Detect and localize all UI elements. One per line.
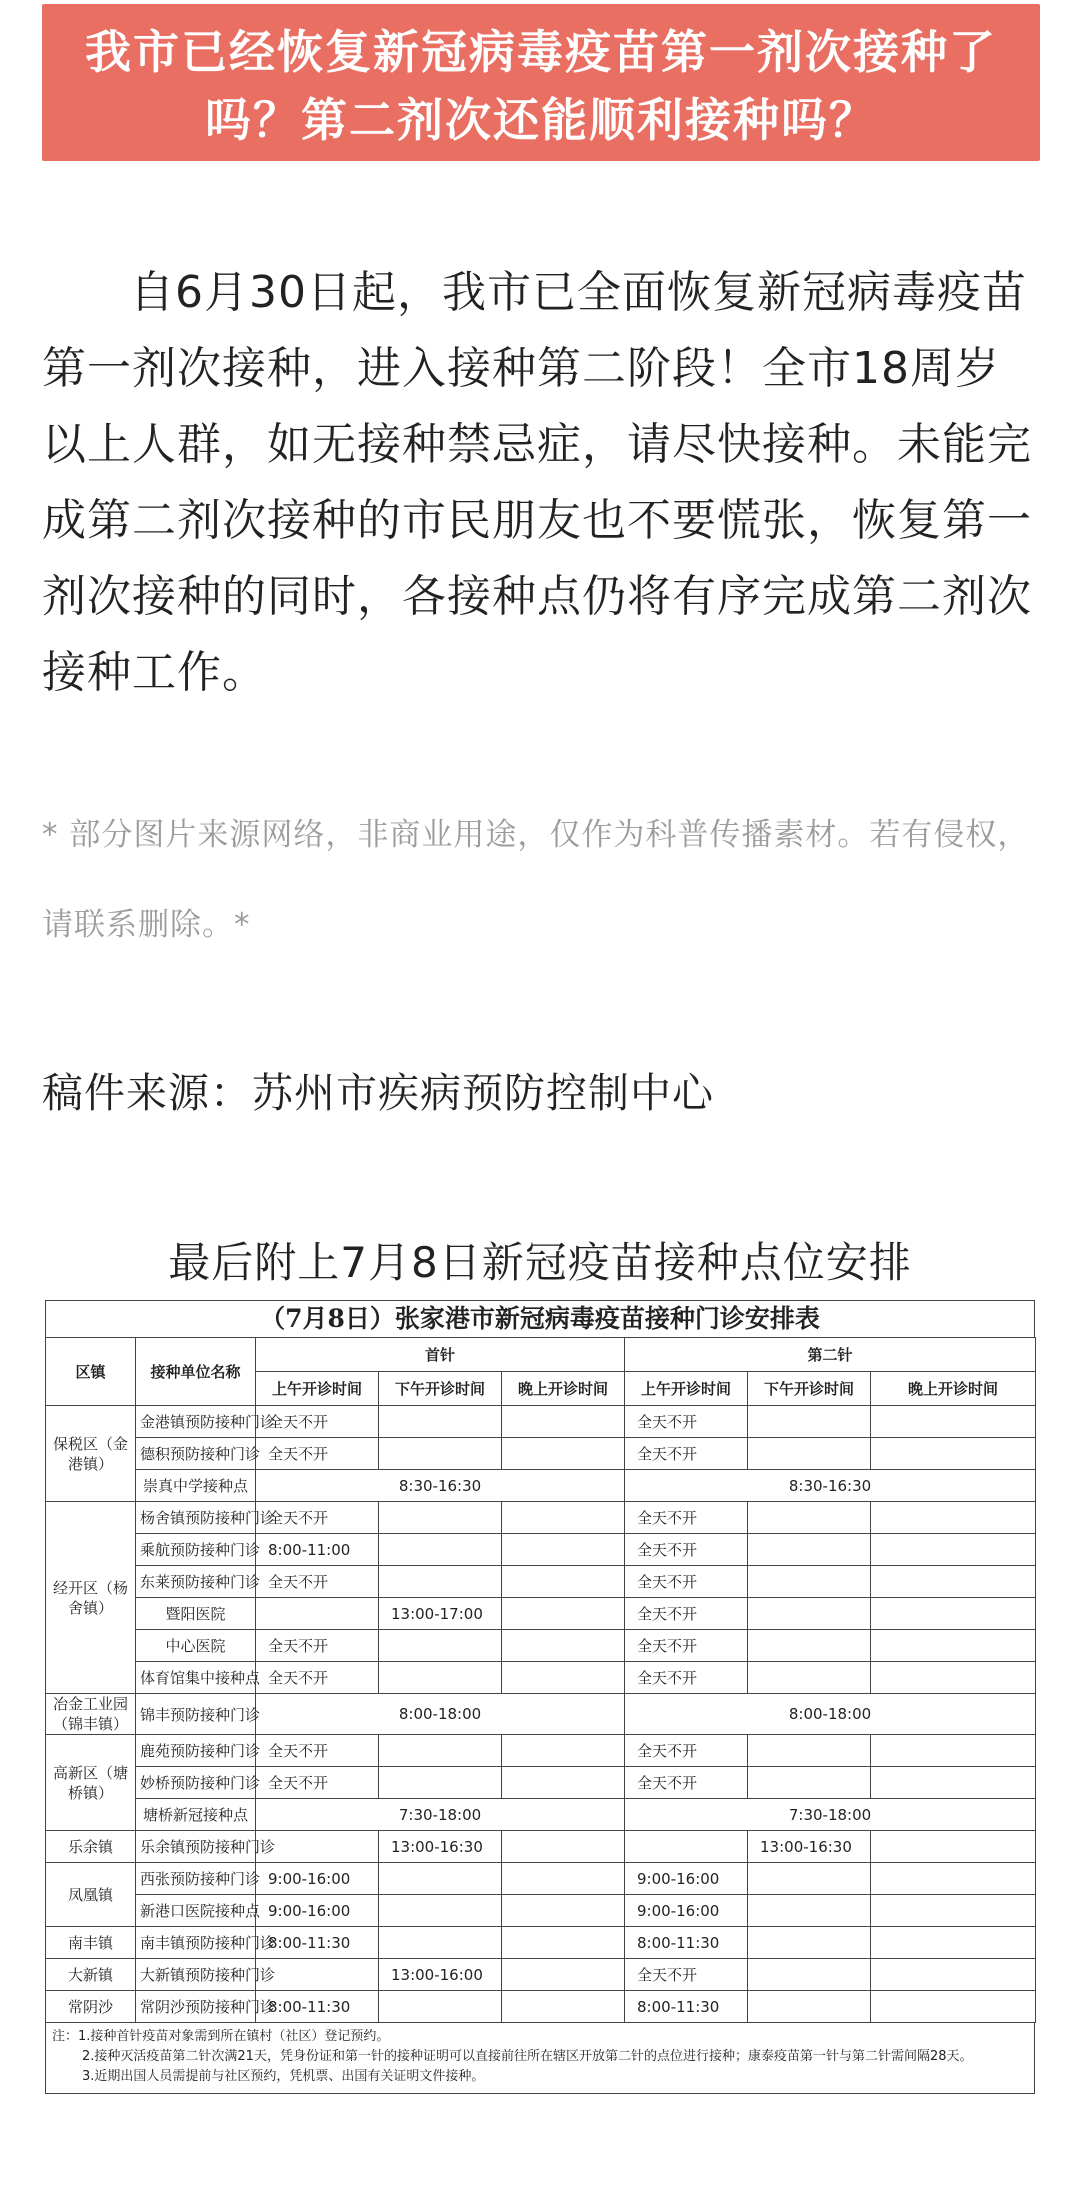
time-span-cell: 8:00-18:00	[256, 1694, 625, 1735]
district-cell: 乐余镇	[46, 1831, 136, 1863]
time-cell: 全天不开	[625, 1959, 748, 1991]
time-cell	[871, 1831, 1036, 1863]
time-span-cell: 8:30-16:30	[625, 1470, 1036, 1502]
table-row	[46, 1630, 1036, 1662]
time-cell	[502, 1959, 625, 1991]
time-cell	[871, 1438, 1036, 1470]
time-cell	[871, 1630, 1036, 1662]
time-cell	[748, 1566, 871, 1598]
time-cell	[748, 1438, 871, 1470]
schedule-body	[46, 1406, 1036, 2023]
table-row	[46, 1406, 1036, 1438]
unit-cell: 金港镇预防接种门诊	[136, 1406, 256, 1438]
district-cell: 经开区（杨舍镇）	[46, 1502, 136, 1694]
district-cell: 凤凰镇	[46, 1863, 136, 1927]
district-cell: 高新区（塘桥镇）	[46, 1735, 136, 1831]
time-cell	[871, 1566, 1036, 1598]
time-cell: 13:00-16:30	[748, 1831, 871, 1863]
table-row	[46, 1438, 1036, 1470]
copyright-note: * 部分图片来源网络，非商业用途，仅作为科普传播素材。若有侵权，请联系删除。*	[42, 817, 1030, 943]
schedule-title: （7月8日）张家港市新冠病毒疫苗接种门诊安排表	[45, 1300, 1035, 1337]
table-row	[46, 1991, 1036, 2023]
time-cell	[502, 1767, 625, 1799]
time-cell: 全天不开	[625, 1502, 748, 1534]
time-cell: 9:00-16:00	[256, 1863, 379, 1895]
time-cell	[871, 1959, 1036, 1991]
time-cell	[871, 1767, 1036, 1799]
time-cell	[502, 1863, 625, 1895]
time-cell	[748, 1991, 871, 2023]
table-row	[46, 1566, 1036, 1598]
time-cell	[379, 1767, 502, 1799]
time-cell	[379, 1991, 502, 2023]
time-cell	[502, 1598, 625, 1630]
note-line: 注：1.接种首针疫苗对象需到所在镇村（社区）登记预约。	[52, 2029, 390, 2044]
header-am: 上午开诊时间	[625, 1372, 748, 1406]
table-row	[46, 1534, 1036, 1566]
header-row	[46, 1338, 1036, 1372]
time-cell: 8:00-11:30	[256, 1991, 379, 2023]
time-cell: 8:00-11:30	[256, 1927, 379, 1959]
time-cell	[502, 1534, 625, 1566]
unit-cell: 乘航预防接种门诊	[136, 1534, 256, 1566]
time-span-cell: 8:30-16:30	[256, 1470, 625, 1502]
time-cell	[748, 1662, 871, 1694]
time-cell	[748, 1630, 871, 1662]
time-cell: 9:00-16:00	[256, 1895, 379, 1927]
table-row	[46, 1895, 1036, 1927]
note-line: 2.接种灭活疫苗第二针次满21天，凭身份证和第一针的接种证明可以直接前往所在辖区开放第二针的点位进行接种；康泰疫苗第一针与第二针需间隔28天。	[82, 2049, 973, 2064]
time-cell	[748, 1895, 871, 1927]
district-cell: 南丰镇	[46, 1927, 136, 1959]
unit-cell: 东莱预防接种门诊	[136, 1566, 256, 1598]
unit-cell: 西张预防接种门诊	[136, 1863, 256, 1895]
header-unit: 接种单位名称	[136, 1338, 256, 1406]
time-cell	[871, 1863, 1036, 1895]
header-district: 区镇	[46, 1338, 136, 1406]
table-row	[46, 1502, 1036, 1534]
time-cell	[379, 1895, 502, 1927]
time-cell	[871, 1406, 1036, 1438]
time-cell	[748, 1598, 871, 1630]
time-cell: 全天不开	[625, 1630, 748, 1662]
time-cell	[502, 1735, 625, 1767]
header-eve: 晚上开诊时间	[871, 1372, 1036, 1406]
schedule-image	[45, 1300, 1035, 2094]
header-am: 上午开诊时间	[256, 1372, 379, 1406]
time-span-cell: 8:00-18:00	[625, 1694, 1036, 1735]
unit-cell: 体育馆集中接种点	[136, 1662, 256, 1694]
time-cell	[871, 1735, 1036, 1767]
time-cell: 全天不开	[625, 1767, 748, 1799]
time-cell	[379, 1566, 502, 1598]
district-cell: 冶金工业园（锦丰镇）	[46, 1694, 136, 1735]
time-cell	[379, 1406, 502, 1438]
article-body	[42, 255, 1040, 711]
time-cell: 13:00-17:00	[379, 1598, 502, 1630]
time-cell	[748, 1927, 871, 1959]
header-dose2: 第二针	[625, 1338, 1036, 1372]
time-cell	[256, 1598, 379, 1630]
time-cell: 全天不开	[625, 1438, 748, 1470]
time-cell: 9:00-16:00	[625, 1863, 748, 1895]
time-cell: 13:00-16:30	[379, 1831, 502, 1863]
time-cell	[379, 1534, 502, 1566]
unit-cell: 鹿苑预防接种门诊	[136, 1735, 256, 1767]
time-cell: 8:00-11:30	[625, 1991, 748, 2023]
time-cell: 8:00-11:30	[625, 1927, 748, 1959]
time-cell	[379, 1927, 502, 1959]
table-row	[46, 1959, 1036, 1991]
header-pm: 下午开诊时间	[379, 1372, 502, 1406]
time-cell	[502, 1502, 625, 1534]
time-span-cell: 7:30-18:00	[256, 1799, 625, 1831]
table-row	[46, 1863, 1036, 1895]
time-cell	[502, 1438, 625, 1470]
time-cell	[871, 1991, 1036, 2023]
header-dose1: 首针	[256, 1338, 625, 1372]
time-cell: 全天不开	[625, 1662, 748, 1694]
title-banner	[42, 4, 1040, 161]
time-cell: 全天不开	[256, 1630, 379, 1662]
time-cell: 全天不开	[625, 1735, 748, 1767]
time-cell	[748, 1735, 871, 1767]
source-credit: 稿件来源：苏州市疾病预防控制中心	[42, 1069, 714, 1117]
header-pm: 下午开诊时间	[748, 1372, 871, 1406]
time-cell	[502, 1630, 625, 1662]
time-cell	[379, 1662, 502, 1694]
unit-cell: 塘桥新冠接种点	[136, 1799, 256, 1831]
time-cell	[871, 1534, 1036, 1566]
time-cell: 全天不开	[256, 1566, 379, 1598]
time-cell	[502, 1831, 625, 1863]
time-cell	[502, 1662, 625, 1694]
table-row	[46, 1767, 1036, 1799]
unit-cell: 大新镇预防接种门诊	[136, 1959, 256, 1991]
table-row	[46, 1927, 1036, 1959]
time-cell: 全天不开	[625, 1534, 748, 1566]
time-cell: 8:00-11:00	[256, 1534, 379, 1566]
time-cell	[748, 1767, 871, 1799]
table-row	[46, 1694, 1036, 1735]
time-cell	[871, 1662, 1036, 1694]
time-cell: 全天不开	[256, 1406, 379, 1438]
unit-cell: 中心医院	[136, 1630, 256, 1662]
time-cell: 全天不开	[256, 1735, 379, 1767]
time-cell: 13:00-16:00	[379, 1959, 502, 1991]
time-cell	[379, 1502, 502, 1534]
time-cell	[871, 1502, 1036, 1534]
time-cell: 全天不开	[256, 1438, 379, 1470]
time-cell	[748, 1534, 871, 1566]
article-title: 我市已经恢复新冠病毒疫苗第一剂次接种了吗？第二剂次还能顺利接种吗？	[85, 25, 997, 147]
district-cell: 保税区（金港镇）	[46, 1406, 136, 1502]
time-cell	[871, 1598, 1036, 1630]
time-cell	[748, 1959, 871, 1991]
unit-cell: 德积预防接种门诊	[136, 1438, 256, 1470]
unit-cell: 新港口医院接种点	[136, 1895, 256, 1927]
time-cell: 全天不开	[625, 1566, 748, 1598]
time-cell	[502, 1895, 625, 1927]
time-cell	[502, 1991, 625, 2023]
time-cell	[871, 1927, 1036, 1959]
note-line: 3.近期出国人员需提前与社区预约，凭机票、出国有关证明文件接种。	[82, 2069, 485, 2084]
schedule-table	[45, 1337, 1036, 2023]
time-cell: 全天不开	[256, 1767, 379, 1799]
table-caption: 最后附上7月8日新冠疫苗接种点位安排	[168, 1238, 912, 1287]
unit-cell: 暨阳医院	[136, 1598, 256, 1630]
time-cell	[379, 1863, 502, 1895]
district-cell: 常阴沙	[46, 1991, 136, 2023]
time-span-cell: 7:30-18:00	[625, 1799, 1036, 1831]
schedule-notes	[45, 2023, 1035, 2094]
time-cell: 全天不开	[256, 1662, 379, 1694]
time-cell	[871, 1895, 1036, 1927]
time-cell	[379, 1735, 502, 1767]
table-row	[46, 1735, 1036, 1767]
time-cell	[748, 1502, 871, 1534]
body-paragraph: 自6月30日起，我市已全面恢复新冠病毒疫苗第一剂次接种，进入接种第二阶段！全市18周岁以上人群，如无接种禁忌症，请尽快接种。未能完成第二剂次接种的市民朋友也不要慌张，恢复第一剂次接种的同时，各接种点仍将有序完成第二剂次接种工作。	[42, 267, 1032, 698]
unit-cell: 乐余镇预防接种门诊	[136, 1831, 256, 1863]
time-cell: 全天不开	[625, 1598, 748, 1630]
unit-cell: 锦丰预防接种门诊	[136, 1694, 256, 1735]
time-cell: 全天不开	[625, 1406, 748, 1438]
time-cell	[625, 1831, 748, 1863]
time-cell: 全天不开	[256, 1502, 379, 1534]
time-cell	[379, 1630, 502, 1662]
time-cell	[379, 1438, 502, 1470]
time-cell	[502, 1927, 625, 1959]
table-row	[46, 1598, 1036, 1630]
table-row	[46, 1831, 1036, 1863]
time-cell: 9:00-16:00	[625, 1895, 748, 1927]
time-cell	[748, 1406, 871, 1438]
time-cell	[502, 1566, 625, 1598]
unit-cell: 南丰镇预防接种门诊	[136, 1927, 256, 1959]
table-row	[46, 1662, 1036, 1694]
unit-cell: 妙桥预防接种门诊	[136, 1767, 256, 1799]
table-row	[46, 1799, 1036, 1831]
table-row	[46, 1470, 1036, 1502]
time-cell	[502, 1406, 625, 1438]
unit-cell: 常阴沙预防接种门诊	[136, 1991, 256, 2023]
district-cell: 大新镇	[46, 1959, 136, 1991]
header-eve: 晚上开诊时间	[502, 1372, 625, 1406]
unit-cell: 杨舍镇预防接种门诊	[136, 1502, 256, 1534]
unit-cell: 崇真中学接种点	[136, 1470, 256, 1502]
time-cell	[748, 1863, 871, 1895]
